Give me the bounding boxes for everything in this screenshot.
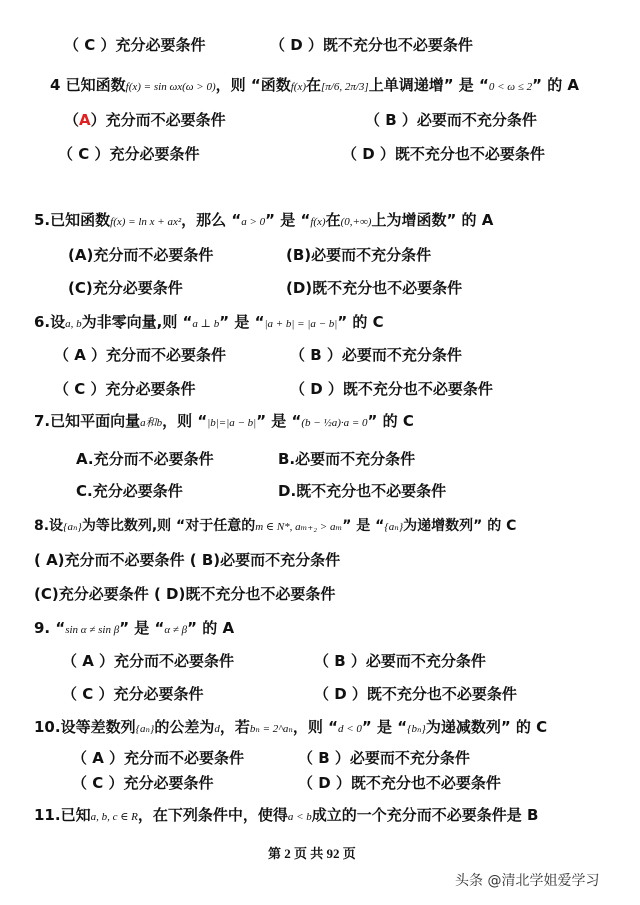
q4-option-d: （ D ）既不充分也不必要条件: [342, 145, 545, 163]
q7-option-a: A.充分而不必要条件: [76, 450, 214, 468]
q8-condition: m ∈ N*, aₘ₊₂ > aₘ: [255, 521, 343, 533]
q4-mid: ，则 “函数: [215, 76, 291, 94]
q6-option-b: （ B ）必要而不充分条件: [290, 346, 462, 364]
q4-option-a-open: （: [64, 111, 80, 129]
q6-lead: 6.设: [34, 313, 66, 331]
q7-condition-2: (b − ½a)·a = 0: [301, 417, 368, 429]
q9-option-a: （ A ）充分而不必要条件: [62, 652, 235, 670]
q4-stem: [50, 75, 579, 97]
q11-mid: ，在下列条件中，使得: [137, 806, 288, 824]
q9-stem: [34, 618, 234, 640]
q9-tail: ” 的 A: [187, 619, 235, 637]
q5-function: f(x) = ln x + ax²: [110, 216, 182, 228]
q7-lead: 7.已知平面向量: [34, 412, 141, 430]
q10-mid: 的公差为: [154, 718, 215, 736]
q4-interval: [π/6, 2π/3]: [321, 81, 369, 93]
q10-option-c: （ C ）充分必要条件: [72, 774, 214, 792]
q3-option-c: （ C ）充分必要条件: [64, 36, 206, 54]
q7-mid: ，则 “: [162, 412, 208, 430]
q7-mid2: ” 是 “: [256, 412, 302, 430]
q10-option-a: （ A ）充分而不必要条件: [72, 749, 245, 767]
q6-vars: a, b: [65, 318, 82, 330]
q10-mid2: ，若: [219, 718, 250, 736]
q9-mid: ” 是 “: [119, 619, 165, 637]
q5-lead: 5.已知函数: [34, 211, 111, 229]
q4-mono: 上单调递增” 是 “: [368, 76, 489, 94]
q10-stem: [34, 717, 547, 739]
q6-option-a: （ A ）充分而不必要条件: [54, 346, 227, 364]
q10-sequence: {aₙ}: [135, 723, 155, 735]
q9-condition-1: sin α ≠ sin β: [65, 624, 120, 636]
q4-lead: 4 已知函数: [50, 76, 126, 94]
q9-lead: 9. “: [34, 619, 66, 637]
q8-lead: 8.设: [34, 518, 64, 534]
q9-option-d: （ D ）既不充分也不必要条件: [314, 685, 517, 703]
q8-mid2: ” 是 “: [342, 518, 385, 534]
q5-option-b: (B)必要而不充分条件: [286, 246, 432, 264]
q10-tail: 为递减数列” 的 C: [425, 718, 548, 736]
q11-tail: 成立的一个充分而不必要条件是 B: [311, 806, 539, 824]
q5-tail: 上为增函数” 的 A: [371, 211, 494, 229]
q6-mid2: ” 是 “: [219, 313, 265, 331]
q7-tail: ” 的 C: [367, 412, 414, 430]
q8-tail: 为递增数列” 的 C: [403, 518, 517, 534]
q5-option-a: (A)充分而不必要条件: [68, 246, 214, 264]
q9-option-b: （ B ）必要而不充分条件: [314, 652, 486, 670]
q6-stem: [34, 312, 384, 334]
q4-option-a-rest: ）充分而不必要条件: [90, 111, 226, 129]
q3-option-d: （ D ）既不充分也不必要条件: [270, 36, 473, 54]
q4-option-b: （ B ）必要而不充分条件: [365, 111, 537, 129]
q4-option-a: [64, 110, 226, 130]
q6-mid: 为非零向量,则 “: [81, 313, 193, 331]
q7-option-b: B.必要而不充分条件: [278, 450, 416, 468]
q8-mid: 为等比数列,则 “对于任意的: [81, 518, 256, 534]
q6-option-c: （ C ）充分必要条件: [54, 380, 196, 398]
q6-option-d: （ D ）既不充分也不必要条件: [290, 380, 493, 398]
q7-option-c: C.充分必要条件: [76, 482, 183, 500]
q9-option-c: （ C ）充分必要条件: [62, 685, 204, 703]
q5-mid: ，那么 “: [181, 211, 242, 229]
q10-mid4: ” 是 “: [361, 718, 408, 736]
q10-d: d: [214, 723, 220, 735]
q7-stem: [34, 411, 414, 433]
q4-zai: 在: [305, 76, 321, 94]
q7-condition-1: |b|=|a − b|: [207, 417, 257, 429]
q4-tail: ” 的 A: [532, 76, 580, 94]
q8-options-ab: ( A)充分而不必要条件 ( B)必要而不充分条件: [34, 551, 341, 569]
q8-options-cd: (C)充分必要条件 ( D)既不充分也不必要条件: [34, 585, 336, 603]
q6-condition-1: a ⊥ b: [192, 318, 220, 330]
q6-condition-2: |a + b| = |a − b|: [264, 318, 338, 330]
q5-fx: f(x): [310, 216, 326, 228]
q7-vars: a和b: [140, 417, 163, 429]
q8-sequence-2: {aₙ}: [384, 521, 404, 533]
q7-option-d: D.既不充分也不必要条件: [278, 482, 447, 500]
q11-lead: 11.已知: [34, 806, 91, 824]
page-footer: 第 2 页 共 92 页: [268, 846, 356, 861]
watermark: 头条 @清北学姐爱学习: [455, 873, 600, 889]
q4-fx: f(x): [290, 81, 306, 93]
q11-vars: a, b, c ∈ R: [90, 811, 138, 823]
q5-option-c: (C)充分必要条件: [68, 279, 183, 297]
q5-mid2: ” 是 “: [265, 211, 311, 229]
q10-lead: 10.设等差数列: [34, 718, 136, 736]
q10-bn: bₙ = 2^aₙ: [249, 723, 293, 735]
q5-option-d: (D)既不充分也不必要条件: [286, 279, 463, 297]
q5-stem: [34, 210, 493, 232]
q10-sequence-2: {bₙ}: [407, 723, 426, 735]
q8-stem: [34, 516, 516, 537]
q10-mid3: ，则 “: [292, 718, 338, 736]
q6-tail: ” 的 C: [337, 313, 384, 331]
q4-function: f(x) = sin ωx(ω > 0): [125, 81, 216, 93]
q4-option-c: （ C ）充分必要条件: [58, 145, 200, 163]
q11-stem: [34, 805, 538, 827]
q10-option-b: （ B ）必要而不充分条件: [298, 749, 470, 767]
q8-sequence: {aₙ}: [63, 521, 82, 533]
q11-condition: a < b: [287, 811, 312, 823]
q4-option-a-letter: A: [79, 111, 91, 129]
q9-condition-2: α ≠ β: [164, 624, 188, 636]
q10-condition: d < 0: [337, 723, 362, 735]
q10-option-d: （ D ）既不充分也不必要条件: [298, 774, 501, 792]
q4-condition: 0 < ω ≤ 2: [488, 81, 533, 93]
q5-zai: 在: [325, 211, 341, 229]
q5-interval: (0,+∞): [340, 216, 372, 228]
q5-condition: a > 0: [241, 216, 266, 228]
